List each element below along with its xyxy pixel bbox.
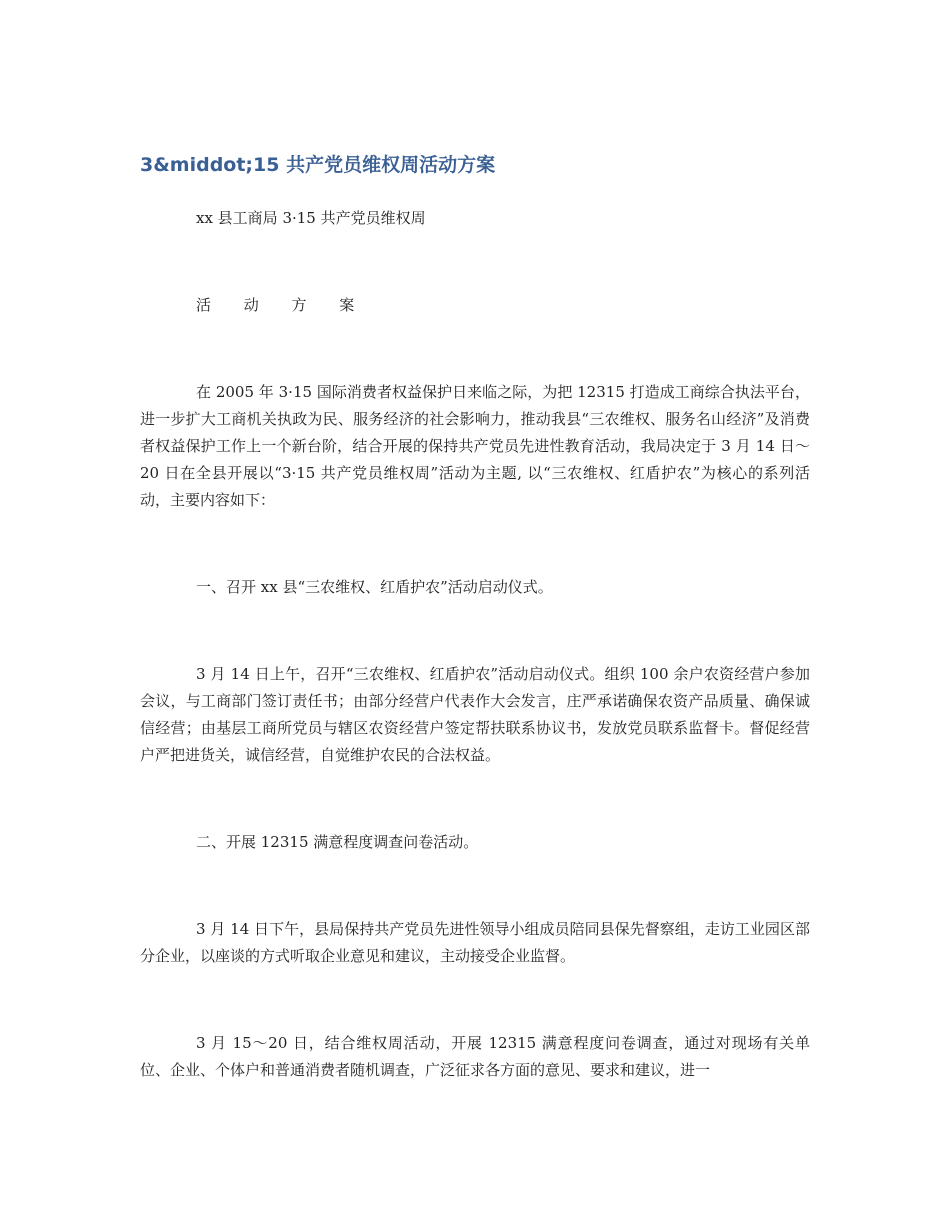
document-title: 3&middot;15 共产党员维权周活动方案 [140,154,496,176]
section-2-paragraph-2: 3 月 15～20 日，结合维权周活动，开展 12315 满意程度问卷调查，通过对现场有关单位、企业、个体户和普通消费者随机调查，广泛征求各方面的意见、要求和建议，进一 [140,1034,810,1079]
intro-paragraph: 在 2005 年 3·15 国际消费者权益保护日来临之际，为把 12315 打造成工商综合执法平台，进一步扩大工商机关执政为民、服务经济的社会影响力，推动我县“三农维权、服务名山经济”及消费者权益保护工作上一个新台阶，结合开展的保持共产党员先进性教育活动，我局决定于 3 月 14 日～20 日在全县开展以“3·15 共产党员维权周”活动为主题, 以“三农维权、红盾护农”为核心的系列活动，主要内容如下： [140,383,810,509]
subtitle-line-2: 活 动 方 案 [196,296,369,314]
section-heading-2: 二、开展 12315 满意程度调查问卷活动。 [196,833,479,851]
subtitle-line-1: xx 县工商局 3·15 共产党员维权周 [196,209,426,227]
section-2-paragraph-1: 3 月 14 日下午，县局保持共产党员先进性领导小组成员陪同县保先督察组，走访工业园区部分企业，以座谈的方式听取企业意见和建议，主动接受企业监督。 [140,920,810,965]
section-1-paragraph: 3 月 14 日上午，召开“三农维权、红盾护农”活动启动仪式。组织 100 余户农资经营户参加会议，与工商部门签订责任书；由部分经营户代表作大会发言，庄严承诺确保农资产品质量、确保诚信经营；由基层工商所党员与辖区农资经营户签定帮扶联系协议书，发放党员联系监督卡。督促经营户严把进货关，诚信经营，自觉维护农民的合法权益。 [140,665,810,764]
section-heading-1: 一、召开 xx 县“三农维权、红盾护农”活动启动仪式。 [196,578,553,596]
